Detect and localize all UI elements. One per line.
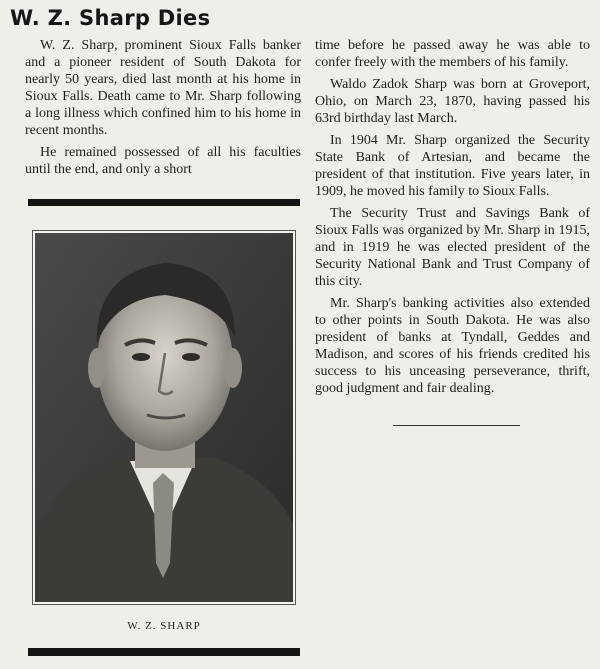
- right-column: [315, 37, 590, 402]
- left-column: [25, 37, 301, 183]
- portrait-image: [35, 233, 293, 602]
- article-headline: W. Z. Sharp Dies: [10, 6, 211, 30]
- paragraph-birth: Waldo Zadok Sharp was born at Groveport, Ohio, on March 23, 1870, having passed his 63rd birthday last March.: [315, 77, 590, 126]
- end-rule: [393, 425, 520, 426]
- photo-caption: W. Z. SHARP: [127, 620, 201, 632]
- paragraph-artesian: In 1904 Mr. Sharp organized the Security State Bank of Artesian, and became the president of that institution. Five years later, in 1909, he moved his family to Sioux Falls.: [315, 133, 590, 199]
- paragraph-banking-activities: Mr. Sharp's banking activities also extended to other points in South Dakota. He was also president of banks at Tyndall, Geddes and Madison, and scores of his friends credited his success to his unceasing perseverance, thrift, good judgment and fair dealing.: [315, 296, 590, 396]
- paragraph-security-trust: The Security Trust and Savings Bank of Sioux Falls was organized by Mr. Sharp in 1915, and in 1919 he was elected president of the Security National Bank and Trust Company of this city.: [315, 206, 590, 289]
- portrait-frame: [32, 230, 296, 605]
- paragraph-intro: W. Z. Sharp, prominent Sioux Falls banker and a pioneer resident of South Dakota for nearly 50 years, died last month at his home in Sioux Falls. Death came to Mr. Sharp following a long illness which confined him to his home in recent months.: [25, 38, 301, 138]
- divider-rule-bottom: [28, 648, 300, 656]
- portrait-photo: [35, 233, 293, 602]
- paragraph-faculties: He remained possessed of all his faculties until the end, and only a short: [25, 145, 301, 177]
- divider-rule-top: [28, 199, 300, 206]
- paragraph-continued: time before he passed away he was able to confer freely with the members of his family.: [315, 38, 590, 70]
